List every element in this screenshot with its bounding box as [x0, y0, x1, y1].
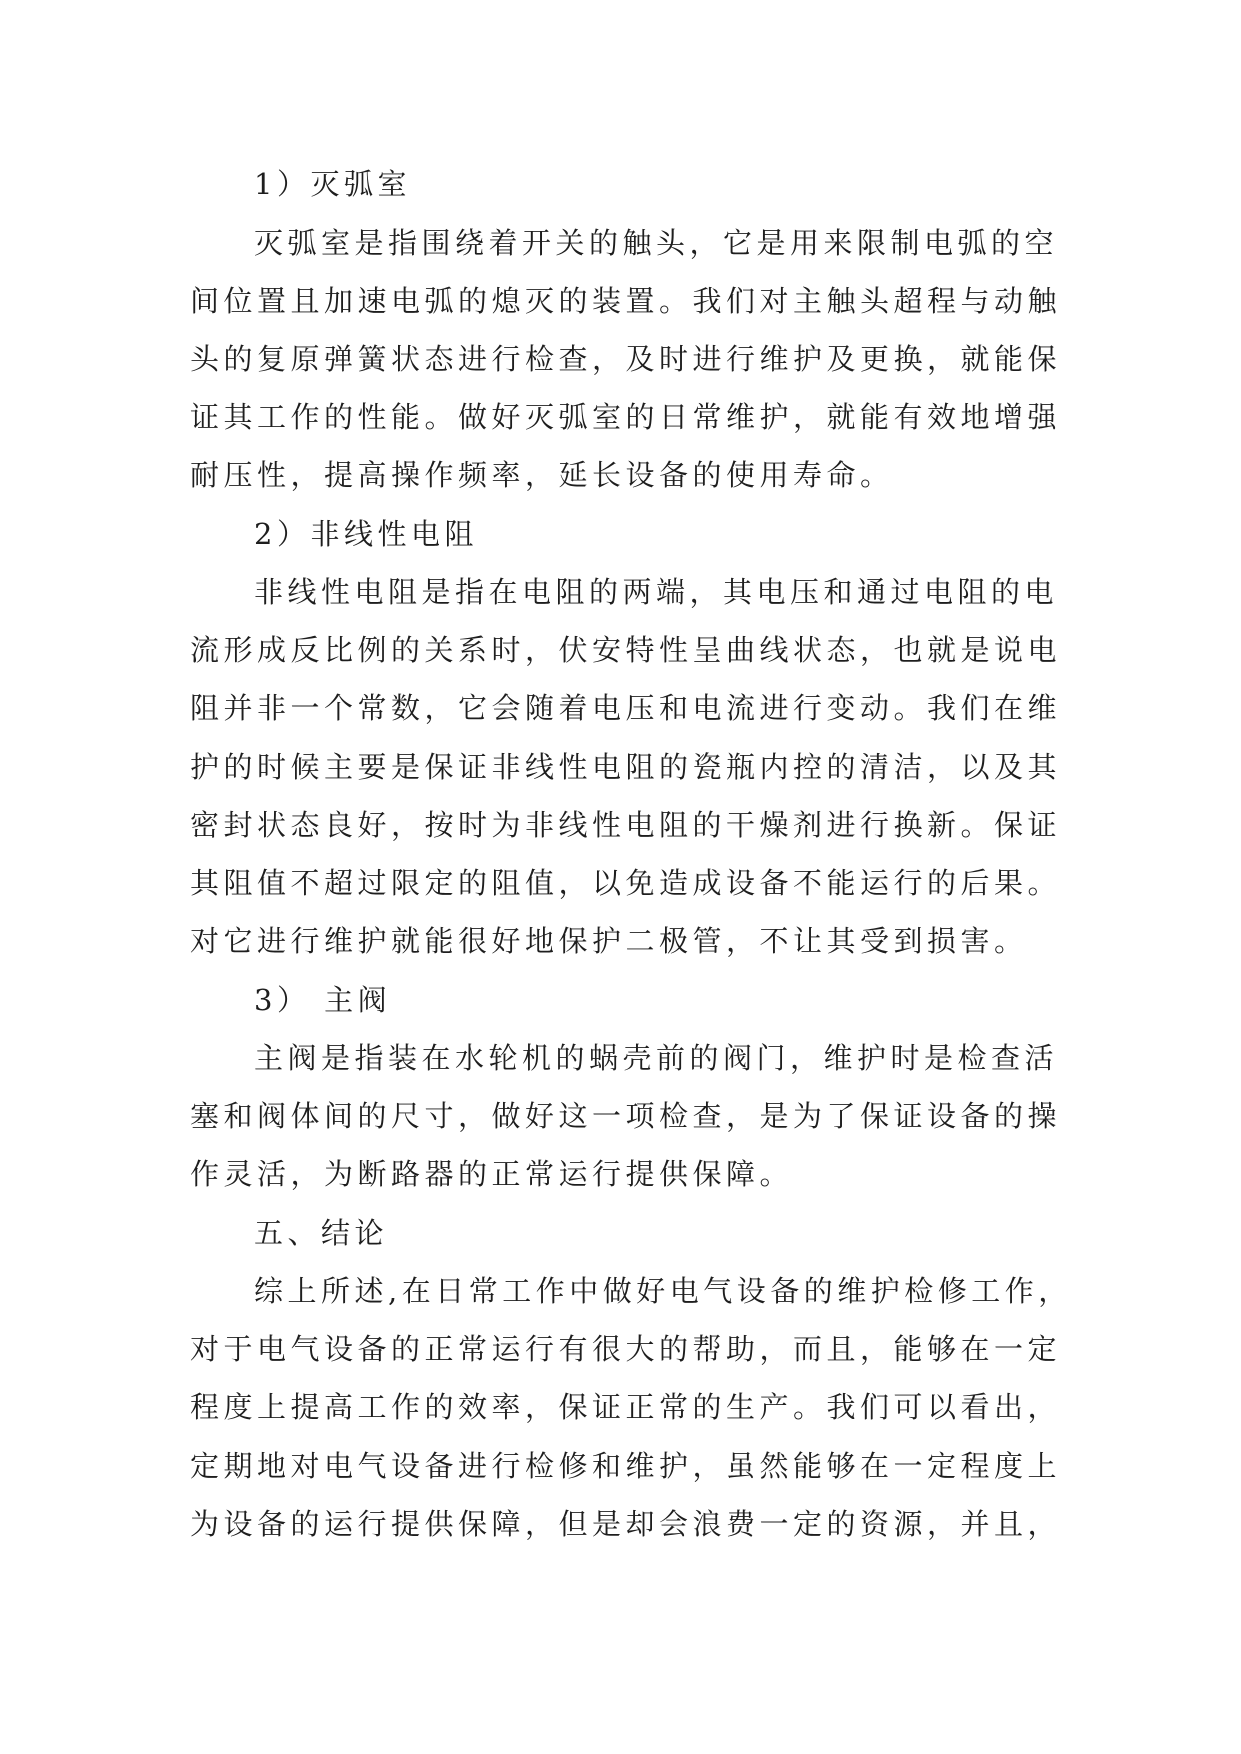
heading-main-valve: 3） 主阀 [254, 983, 392, 1017]
heading-conclusion: 五、结论 [254, 1216, 389, 1250]
paragraph-line: 头的复原弹簧状态进行检查，及时进行维护及更换，就能保 [190, 342, 1062, 376]
paragraph-line: 其阻值不超过限定的阻值，以免造成设备不能运行的后果。 [190, 866, 1062, 900]
paragraph-line: 综上所述,在日常工作中做好电气设备的维护检修工作， [254, 1274, 1072, 1308]
paragraph-line: 间位置且加速电弧的熄灭的装置。我们对主触头超程与动触 [190, 284, 1062, 318]
paragraph-line: 耐压性，提高操作频率，延长设备的使用寿命。 [190, 458, 894, 492]
paragraph-line: 灭弧室是指围绕着开关的触头，它是用来限制电弧的空 [254, 226, 1059, 260]
paragraph-line: 作灵活，为断路器的正常运行提供保障。 [190, 1157, 794, 1191]
paragraph-line: 护的时候主要是保证非线性电阻的瓷瓶内控的清洁，以及其 [190, 750, 1062, 784]
paragraph-line: 对它进行维护就能很好地保护二极管，不让其受到损害。 [190, 924, 1028, 958]
paragraph-line: 程度上提高工作的效率，保证正常的生产。我们可以看出， [190, 1390, 1062, 1424]
paragraph-line: 流形成反比例的关系时，伏安特性呈曲线状态，也就是说电 [190, 633, 1062, 667]
heading-arc-chamber: 1）灭弧室 [254, 167, 411, 201]
paragraph-line: 为设备的运行提供保障，但是却会浪费一定的资源，并且， [190, 1507, 1062, 1541]
paragraph-line: 定期地对电气设备进行检修和维护，虽然能够在一定程度上 [190, 1449, 1062, 1483]
paragraph-line: 主阀是指装在水轮机的蜗壳前的阀门，维护时是检查活 [254, 1041, 1059, 1075]
paragraph-line: 非线性电阻是指在电阻的两端，其电压和通过电阻的电 [254, 575, 1059, 609]
paragraph-line: 塞和阀体间的尺寸，做好这一项检查，是为了保证设备的操 [190, 1099, 1062, 1133]
paragraph-line: 对于电气设备的正常运行有很大的帮助，而且，能够在一定 [190, 1332, 1062, 1366]
heading-nonlinear-resistor: 2）非线性电阻 [254, 517, 478, 551]
paragraph-line: 证其工作的性能。做好灭弧室的日常维护，就能有效地增强 [190, 400, 1062, 434]
paragraph-line: 密封状态良好，按时为非线性电阻的干燥剂进行换新。保证 [190, 808, 1062, 842]
paragraph-line: 阻并非一个常数，它会随着电压和电流进行变动。我们在维 [190, 691, 1062, 725]
